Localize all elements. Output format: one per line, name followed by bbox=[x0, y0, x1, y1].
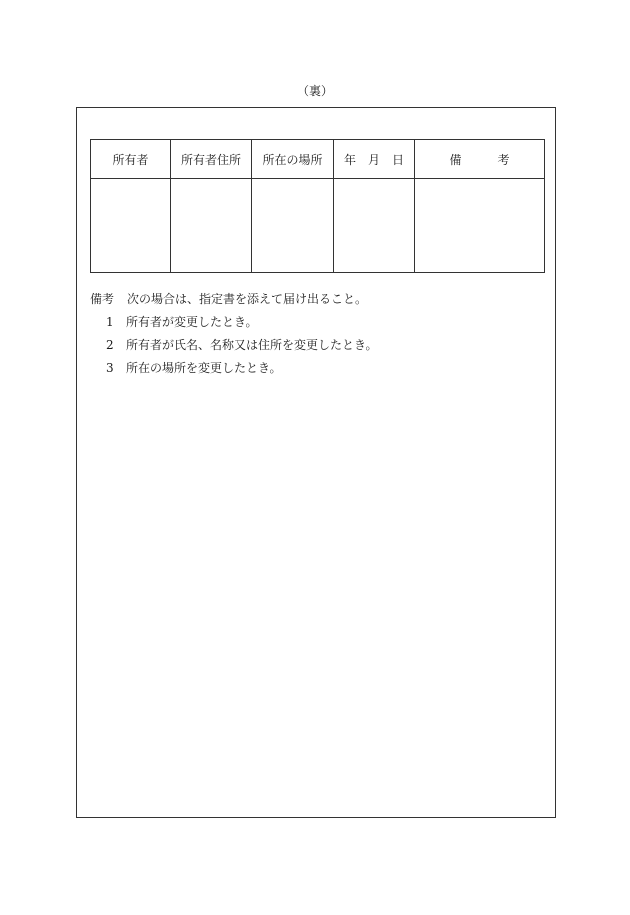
cell-date[interactable] bbox=[334, 179, 415, 273]
cell-remarks[interactable] bbox=[415, 179, 545, 273]
notes-intro bbox=[90, 288, 378, 311]
list-item-text: 所有者が変更したとき。 bbox=[126, 315, 258, 329]
record-table bbox=[90, 139, 545, 273]
list-item-text: 所有者が氏名、名称又は住所を変更したとき。 bbox=[126, 338, 378, 352]
list-item-number: 3 bbox=[106, 361, 114, 375]
list-item-text: 所在の場所を変更したとき。 bbox=[126, 361, 282, 375]
cell-location[interactable] bbox=[252, 179, 334, 273]
list-item-number: 2 bbox=[106, 338, 114, 352]
header-date: 年 月 日 bbox=[334, 140, 415, 179]
header-owner: 所有者 bbox=[91, 140, 171, 179]
notes-label: 備考 bbox=[90, 292, 115, 306]
cell-owner[interactable] bbox=[91, 179, 171, 273]
list-item bbox=[90, 311, 378, 334]
table-header-row bbox=[91, 140, 545, 179]
notes-section bbox=[90, 288, 378, 380]
header-owner-address: 所有者住所 bbox=[171, 140, 252, 179]
header-location: 所在の場所 bbox=[252, 140, 334, 179]
notes-intro-text: 次の場合は、指定書を添えて届け出ること。 bbox=[127, 292, 368, 306]
list-item bbox=[90, 334, 378, 357]
list-item-number: 1 bbox=[106, 315, 114, 329]
header-remarks: 備 考 bbox=[415, 140, 545, 179]
form-frame bbox=[76, 107, 556, 818]
table-row bbox=[91, 179, 545, 273]
list-item bbox=[90, 357, 378, 380]
page-heading: （裏） bbox=[296, 84, 333, 98]
cell-owner-address[interactable] bbox=[171, 179, 252, 273]
